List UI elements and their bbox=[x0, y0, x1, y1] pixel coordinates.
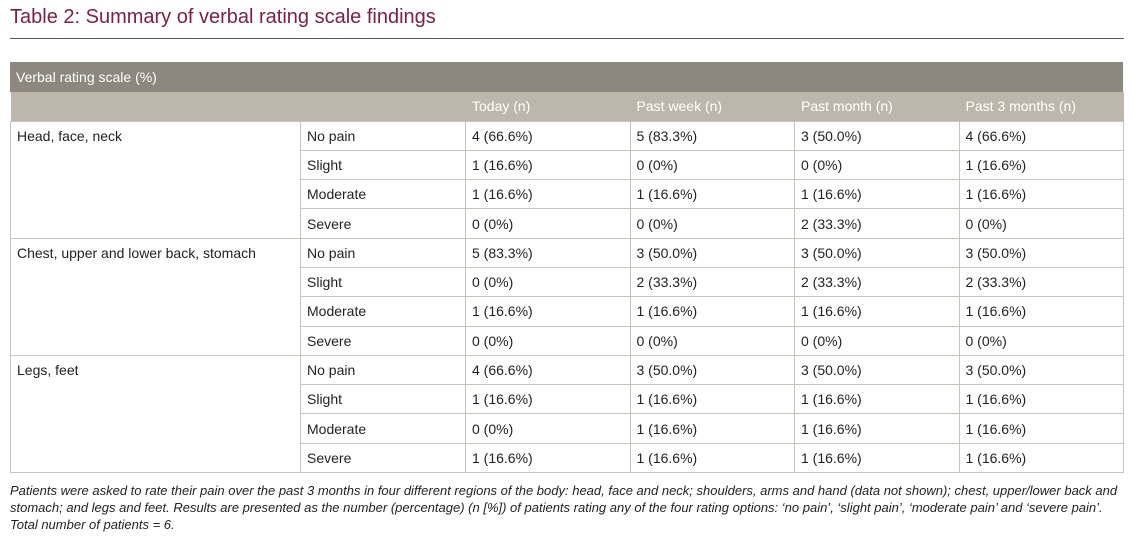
pain-level-label: No pain bbox=[301, 238, 466, 267]
data-cell: 1 (16.6%) bbox=[630, 385, 795, 414]
data-cell: 0 (0%) bbox=[466, 267, 631, 296]
data-cell: 3 (50.0%) bbox=[959, 238, 1124, 267]
pain-level-label: Moderate bbox=[301, 414, 466, 443]
data-cell: 1 (16.6%) bbox=[466, 150, 631, 179]
data-cell: 1 (16.6%) bbox=[795, 297, 960, 326]
data-cell: 0 (0%) bbox=[466, 326, 631, 355]
data-cell: 0 (0%) bbox=[466, 209, 631, 238]
column-header: Today (n) bbox=[466, 92, 631, 121]
data-cell: 1 (16.6%) bbox=[795, 180, 960, 209]
title-divider bbox=[10, 38, 1124, 39]
table-band-label: Verbal rating scale (%) bbox=[10, 62, 1123, 92]
pain-level-label: Severe bbox=[301, 326, 466, 355]
data-cell: 0 (0%) bbox=[630, 209, 795, 238]
pain-level-label: Severe bbox=[301, 443, 466, 472]
table-footnote: Patients were asked to rate their pain over the past 3 months in four different regions of the body: head, face and neck; shoulders, arms and hand (data not shown); chest, upper/lower back and stomach; and legs and feet. Results are presented as the number (percentage) (n [%]) of patients rating any of the four rating options: ‘no pain’, ‘slight pain’, ‘moderate pain’ and ‘severe pain’. Total number of patients = 6. bbox=[10, 483, 1118, 532]
rating-table-container bbox=[10, 62, 1123, 473]
data-cell: 0 (0%) bbox=[466, 414, 631, 443]
table-row bbox=[11, 121, 1124, 150]
pain-level-label: Slight bbox=[301, 385, 466, 414]
table-row bbox=[11, 355, 1124, 384]
data-cell: 2 (33.3%) bbox=[795, 209, 960, 238]
data-cell: 1 (16.6%) bbox=[630, 443, 795, 472]
data-cell: 0 (0%) bbox=[959, 209, 1124, 238]
pain-level-label: Moderate bbox=[301, 297, 466, 326]
column-header: Past month (n) bbox=[795, 92, 960, 121]
data-cell: 1 (16.6%) bbox=[959, 180, 1124, 209]
pain-level-label: Severe bbox=[301, 209, 466, 238]
data-cell: 0 (0%) bbox=[959, 326, 1124, 355]
pain-level-label: No pain bbox=[301, 121, 466, 150]
data-cell: 3 (50.0%) bbox=[959, 355, 1124, 384]
column-header-row bbox=[11, 92, 1124, 121]
data-cell: 0 (0%) bbox=[795, 150, 960, 179]
data-cell: 3 (50.0%) bbox=[795, 355, 960, 384]
data-cell: 1 (16.6%) bbox=[630, 414, 795, 443]
data-cell: 4 (66.6%) bbox=[466, 355, 631, 384]
header-blank-region bbox=[11, 92, 301, 121]
pain-level-label: Moderate bbox=[301, 180, 466, 209]
data-cell: 4 (66.6%) bbox=[466, 121, 631, 150]
data-cell: 2 (33.3%) bbox=[959, 267, 1124, 296]
data-cell: 1 (16.6%) bbox=[466, 385, 631, 414]
data-cell: 1 (16.6%) bbox=[630, 297, 795, 326]
region-label: Head, face, neck bbox=[11, 121, 301, 238]
data-cell: 1 (16.6%) bbox=[466, 297, 631, 326]
header-blank-level bbox=[301, 92, 466, 121]
column-header: Past week (n) bbox=[630, 92, 795, 121]
data-cell: 5 (83.3%) bbox=[466, 238, 631, 267]
data-cell: 1 (16.6%) bbox=[795, 443, 960, 472]
data-cell: 3 (50.0%) bbox=[630, 238, 795, 267]
data-cell: 1 (16.6%) bbox=[959, 150, 1124, 179]
data-cell: 1 (16.6%) bbox=[466, 443, 631, 472]
data-cell: 0 (0%) bbox=[630, 150, 795, 179]
table-body bbox=[11, 121, 1124, 473]
data-cell: 1 (16.6%) bbox=[959, 297, 1124, 326]
data-cell: 3 (50.0%) bbox=[795, 238, 960, 267]
pain-level-label: Slight bbox=[301, 267, 466, 296]
data-cell: 2 (33.3%) bbox=[795, 267, 960, 296]
pain-level-label: No pain bbox=[301, 355, 466, 384]
pain-level-label: Slight bbox=[301, 150, 466, 179]
data-cell: 4 (66.6%) bbox=[959, 121, 1124, 150]
data-cell: 0 (0%) bbox=[795, 326, 960, 355]
data-cell: 1 (16.6%) bbox=[959, 443, 1124, 472]
data-cell: 1 (16.6%) bbox=[630, 180, 795, 209]
data-cell: 0 (0%) bbox=[630, 326, 795, 355]
data-cell: 2 (33.3%) bbox=[630, 267, 795, 296]
data-cell: 1 (16.6%) bbox=[795, 385, 960, 414]
data-cell: 3 (50.0%) bbox=[630, 355, 795, 384]
table-row bbox=[11, 238, 1124, 267]
table-title: Table 2: Summary of verbal rating scale findings bbox=[10, 6, 436, 28]
region-label: Chest, upper and lower back, stomach bbox=[11, 238, 301, 355]
data-cell: 1 (16.6%) bbox=[959, 385, 1124, 414]
data-cell: 1 (16.6%) bbox=[795, 414, 960, 443]
verbal-rating-table bbox=[10, 92, 1124, 473]
data-cell: 5 (83.3%) bbox=[630, 121, 795, 150]
data-cell: 1 (16.6%) bbox=[466, 180, 631, 209]
region-label: Legs, feet bbox=[11, 355, 301, 472]
data-cell: 3 (50.0%) bbox=[795, 121, 960, 150]
column-header: Past 3 months (n) bbox=[959, 92, 1124, 121]
data-cell: 1 (16.6%) bbox=[959, 414, 1124, 443]
